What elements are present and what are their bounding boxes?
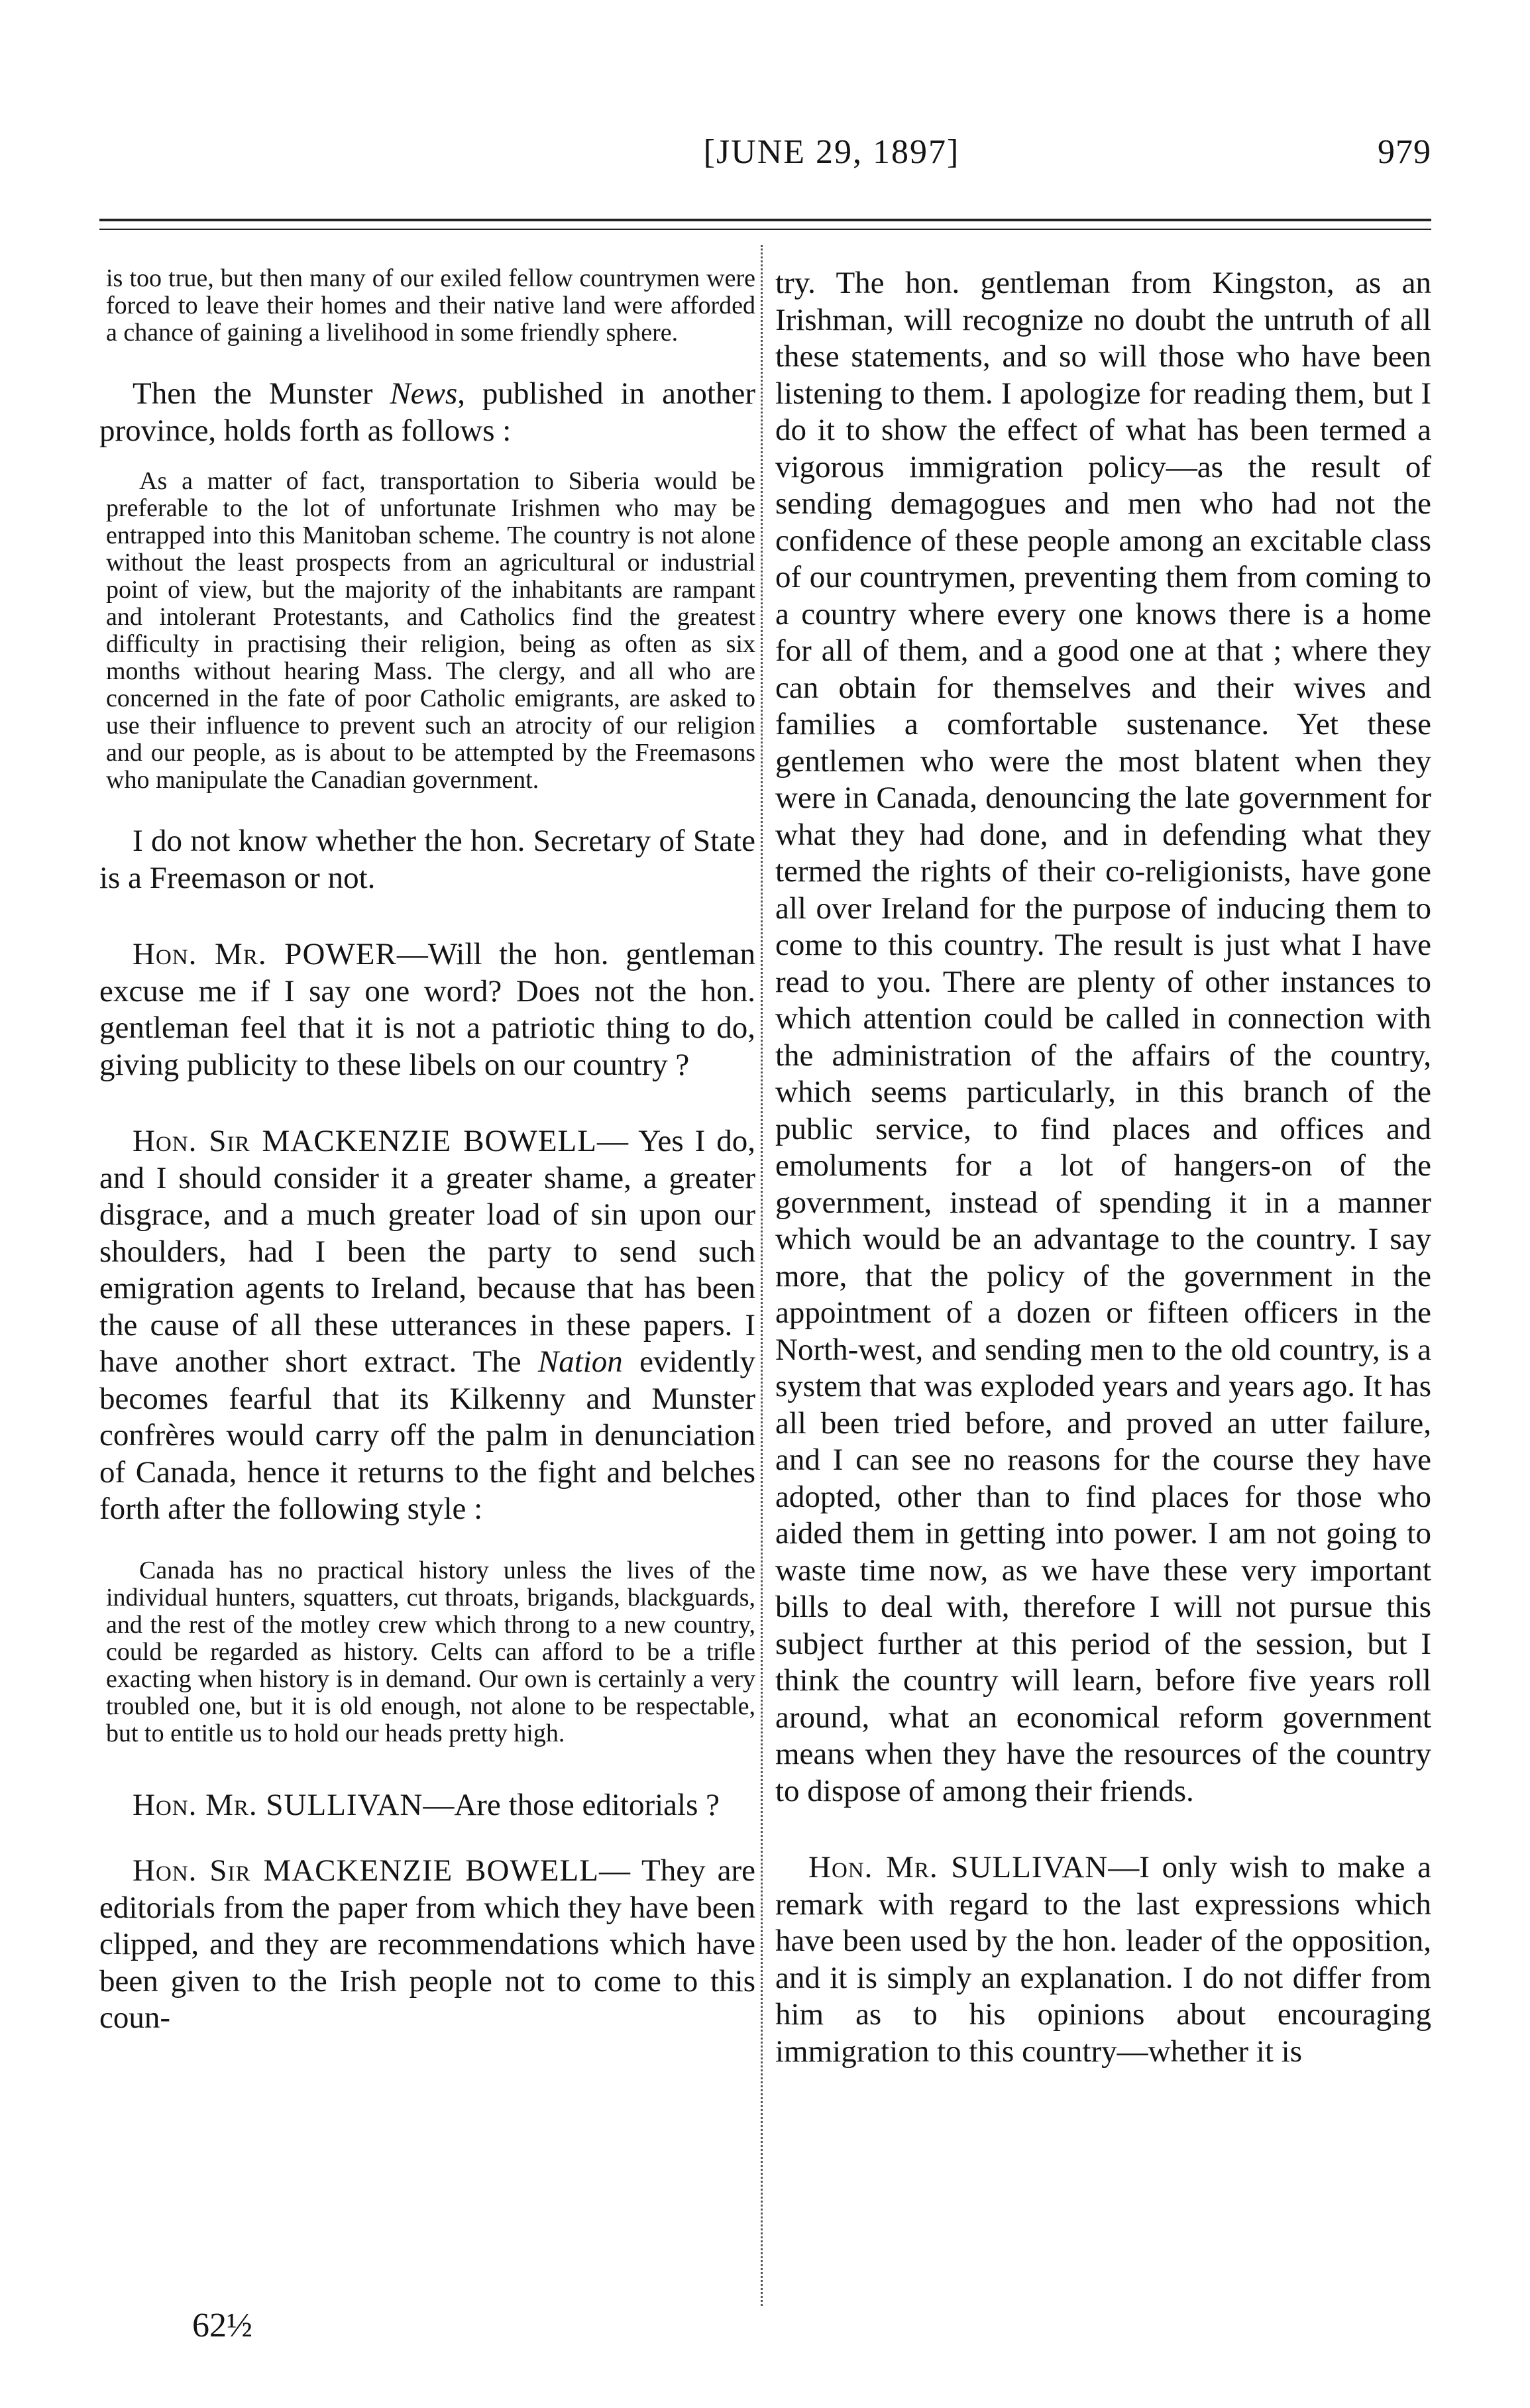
header-rule-thin (99, 229, 1431, 230)
paragraph-munster-news (99, 376, 755, 449)
newspaper-name: News (390, 376, 458, 411)
speaker-name: Hon. Sir MACKENZIE BOWELL (133, 1124, 597, 1158)
issue-date: [JUNE 29, 1897] (703, 133, 960, 171)
speech-bowell (99, 1123, 755, 1528)
quotation-nation: Canada has no practical history unless the lives of the individual hunters, squatters, cut throats, brigands, blackguards, and the rest of the motley crew which throng to a new country, could be regarded as history. Celts can afford to be a trifle exacting when history is in demand. Our own is certainly a very troubled one, but it is old enough, not alone to be respectable, but to entitle us to hold our heads pretty high. (106, 1556, 755, 1747)
speaker-name: Hon. Mr. SULLIVAN (133, 1787, 423, 1822)
left-column (99, 265, 755, 2037)
speech-sullivan-remark (775, 1849, 1431, 2070)
speech-power (99, 936, 755, 1083)
page-number: 979 (1378, 133, 1431, 171)
quotation-munster-news: As a matter of fact, transportation to Siberia would be preferable to the lot of unfortunate Irishmen who may be entrapped into this Manitoban scheme. The country is not alone without the least prospects from an agricultural or industrial point of view, but the majority of the inhabitants are rampant and intolerant Protestants, and Catholics find the greatest difficulty in practising their religion, being as often as six months without hearing Mass. The clergy, and all who are concerned in the fate of poor Catholic emigrants, are asked to use their influence to prevent such an atrocity of our religion and our people, as is about to be attempted by the Freemasons who manipulate the Canadian government. (106, 467, 755, 794)
speech-text: —Will the hon. gentleman excuse me if I say one word? Does not the hon. gentleman feel that it is not a patriotic thing to do, giving publicity to these libels on our country ? (99, 937, 755, 1082)
speech-sullivan-question (99, 1787, 755, 1824)
speech-text: evidently becomes fearful that its Kilkenny and Munster confrères would carry off the palm in denunciation of Canada, hence it returns to the fight and belches forth after the following style : (99, 1344, 755, 1526)
speech-text: — They are editorials from the paper from which they have been clipped, and they are recommendations which have been given to the Irish people not to come to this coun- (99, 1853, 755, 2035)
speaker-name: Hon. Mr. POWER (133, 937, 397, 971)
speaker-name: Hon. Mr. SULLIVAN (808, 1850, 1109, 1885)
newspaper-name: Nation (537, 1344, 623, 1379)
speech-text: — Yes I do, and I should consider it a greater shame, a greater disgrace, and a much greater load of sin upon our shoulders, had I been the party to send such emigration agents to Ireland, because that has been the cause of all these utterances in these papers. I have another short extract. The (99, 1124, 755, 1379)
paragraph-text: , published in another province, holds forth as follows : (99, 376, 755, 448)
speech-bowell-continued: try. The hon. gentleman from Kingston, as an Irishman, will recognize no doubt the untruth of all these statements, and so will those who have been listening to them. I apologize for reading them, but I do it to show the effect of what has been termed a vigorous immigration policy—as the result of sending demagogues and men who had not the confidence of these people among an excitable class of our countrymen, preventing them from coming to a country where every one knows there is a home for all of them, and a good one at that ; where they can obtain for themselves and their wives and families a comfortable sustenance. Yet these gentlemen who were the most blatent when they were in Canada, denouncing the late government for what they had done, and in defending what they termed the rights of their co-religionists, have gone all over Ireland for the purpose of inducing them to come to this country. The result is just what I have read to you. There are plenty of other instances to which attention could be called in connection with the administration of the affairs of the country, which seems particularly, in this branch of the public service, to find places and offices and emoluments for a lot of hangers-on of the government, instead of spending it in a manner which would be an advantage to the country. I say more, that the policy of the government in the appointment of a dozen or fifteen officers in the North-west, and sending men to the old country, is a system that was exploded years and years ago. It has all been tried before, and proved an utter failure, and I can see no reasons for the course they have adopted, other than to find places for those who aided them in getting into power. I am not going to waste time now, as we have these very important bills to deal with, therefore I will not pursue this subject further at this period of the session, but I think the country will learn, before five years roll around, what an economical reform government means when they have the resources of the country to dispose of among their friends. (775, 266, 1431, 1808)
paragraph-text: Then the Munster (133, 376, 390, 411)
signature-mark: 62½ (192, 2307, 252, 2344)
speech-text: —I only wish to make a remark with regard to the last expressions which have been used by the hon. leader of the opposition, and it is simply an explanation. I do not differ from him as to his opinions about encouraging immigration to this country—whether it is (775, 1850, 1431, 2069)
right-column (775, 265, 1431, 2070)
speech-bowell-reply (99, 1853, 755, 2037)
column-divider (761, 245, 763, 2306)
page-header (99, 133, 1431, 192)
continued-quotation: is too true, but then many of our exiled fellow countrymen were forced to leave their homes and their native land were afforded a chance of gaining a livelihood in some friendly sphere. (106, 264, 755, 347)
speaker-name: Hon. Sir MACKENZIE BOWELL (133, 1853, 599, 1888)
header-rule-thick (99, 219, 1431, 221)
speech-text: —Are those editorials ? (423, 1787, 720, 1822)
paragraph-freemason: I do not know whether the hon. Secretary of State is a Freemason or not. (99, 824, 755, 895)
